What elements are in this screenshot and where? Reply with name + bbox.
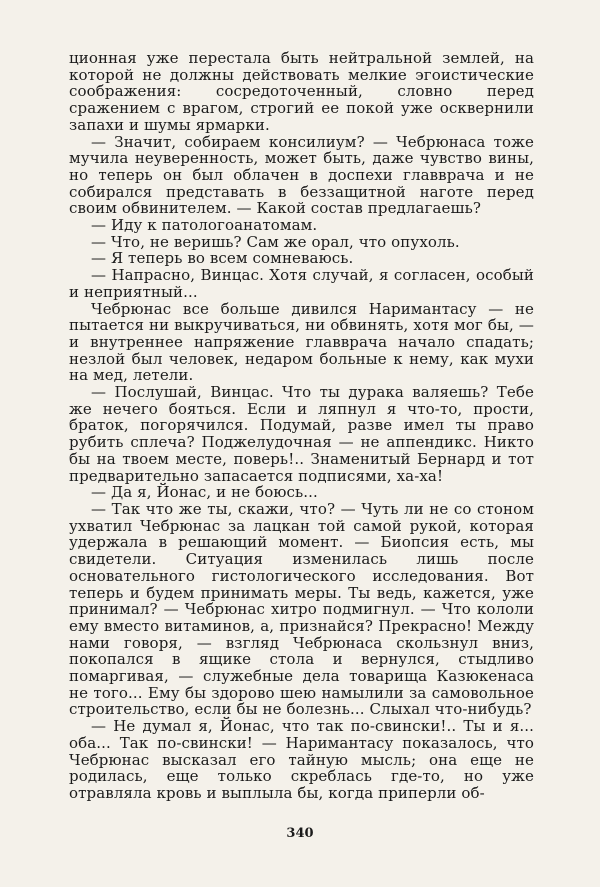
paragraph: — Послушай, Винцас. Что ты дурака валяешь? Тебе же нечего бояться. Если и ляпнул я что-то, прости, браток, погорячился. Подумай, разве имел ты право рубить сплеча? Поджелудочная — не аппендикс. Никто бы на твоем месте, поверь!.. Знаменитый Бернард и тот предварительно запасается подписями, ха-ха! [69,383,534,485]
paragraph: — Иду к патологоанатомам. [91,216,318,235]
paragraph: — Я теперь во всем сомневаюсь. [91,249,354,268]
paragraph: — Что, не веришь? Сам же орал, что опухоль. [91,232,460,251]
body-text [69,50,534,802]
paragraph: ционная уже перестала быть нейтральной землей, на которой не должны действовать мелкие эгоистические соображения: сосредоточенный, словно перед сражением с врагом, строгий ее покой уже осквернили запахи и шумы ярмарки. [69,49,534,134]
paragraph: — Да я, Йонас, и не боюсь... [91,483,318,502]
paragraph: — Значит, собираем консилиум? — Чебрюнаса тоже мучила неуверенность, может быть, даже чувство вины, но теперь он был облачен в доспехи главврача и не собирался представать в беззащитной наготе перед своим обвинителем. — Какой состав предлагаешь? [69,132,534,218]
paragraph: — Так что же ты, скажи, что? — Чуть ли не со стоном ухватил Чебрюнас за лацкан той самой рукой, которая удержала в решающий момент. — Биопсия есть, мы свидетели. Ситуация изменилась лишь после основательного гистологического исследования. Вот теперь и будем принимать меры. Ты ведь, кажется, уже принимал? — Чебрюнас хитро подмигнул. — Что кололи ему вместо витаминов, а, признайся? Прекрасно! Между нами говоря, — взгляд Чебрюнаса скользнул вниз, покопался в ящике стола и вернулся, стыдливо помаргивая, — служебные дела товарища Казюкенаса не того... Ему бы здорово шею намылили за самовольное строительство, если бы не болезнь... Слыхал что-нибудь? [69,499,534,719]
paragraph: Чебрюнас все больше дивился Наримантасу — не пытается ни выкручиваться, ни обвинять, хотя мог бы, — и внутреннее напряжение главврача начало спадать; незлой был человек, недаром больные к нему, как мухи на мед, летели. [69,299,534,385]
paragraph: — Не думал я, Йонас, что так по-свински!.. Ты и я... оба... Так по-свински! — Наримантасу показалось, что Чебрюнас высказал его тайную мысль; она еще не родилась, еще только скреблась где-то, но уже отравляла кровь и выплыла бы, когда приперли об- [69,717,534,802]
paragraph: — Напрасно, Винцас. Хотя случай, я согласен, особый и неприятный... [69,266,534,301]
page-number: 340 [286,826,314,841]
